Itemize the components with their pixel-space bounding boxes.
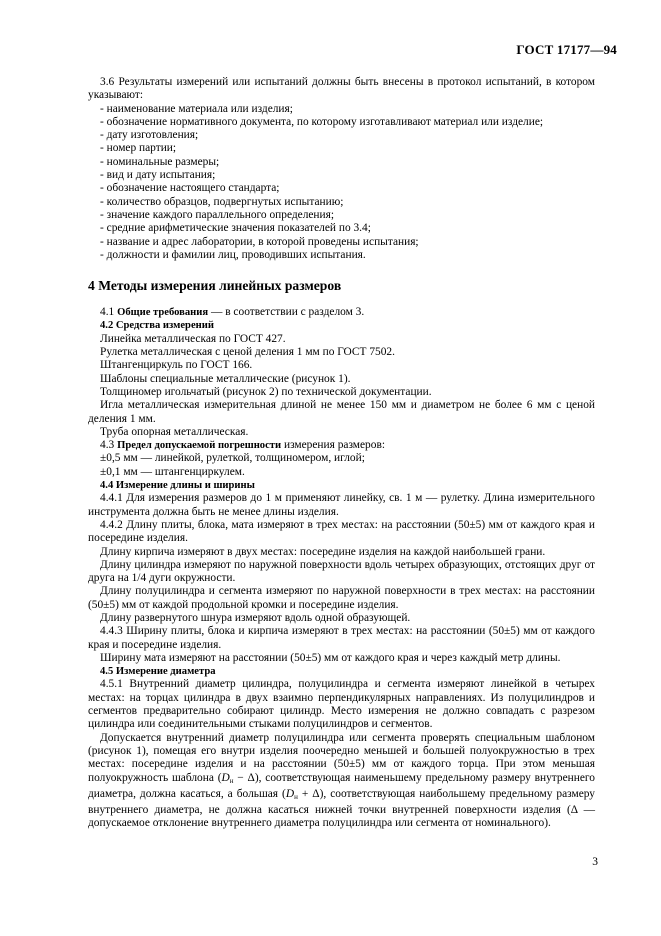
clause-number: 4.1 bbox=[100, 306, 115, 319]
list-item: - наименование материала или изделия; bbox=[100, 102, 293, 115]
list-item: - средние арифметические значения показателей по 3.4; bbox=[100, 222, 371, 235]
page-number: 3 bbox=[592, 856, 598, 868]
list-item: - вид и дату испытания; bbox=[100, 169, 216, 182]
tolerance-item: ±0,1 мм — штангенциркулем. bbox=[100, 465, 245, 478]
document-code: ГОСТ 17177—94 bbox=[516, 42, 617, 57]
clause-4-3 bbox=[88, 439, 595, 452]
list-item: - обозначение нормативного документа, по которому изготавливают материал или изделие; bbox=[100, 115, 544, 128]
list-item: - название и адрес лаборатории, в которой проведены испытания; bbox=[100, 235, 419, 248]
tool-item: Труба опорная металлическая. bbox=[100, 425, 249, 438]
clause-3-6-intro: 3.6 Результаты измерений или испытаний должны быть внесены в протокол испытаний, в котором указывают: bbox=[88, 76, 595, 102]
list-item: - должности и фамилии лиц, проводивших испытания. bbox=[100, 248, 366, 261]
clause-4-4-heading: 4.4 Измерение длины и ширины bbox=[100, 480, 255, 492]
clause-4-4-2: 4.4.2 Длину плиты, блока, мата измеряют в трех местах: на расстоянии (50±5) мм от каждого края и посередине изделия. bbox=[88, 518, 595, 545]
clause-text: — в соответствии с разделом 3. bbox=[208, 306, 365, 319]
symbol-d: D bbox=[221, 771, 230, 784]
tolerance-item: ±0,5 мм — линейкой, рулеткой, толщиномером, иглой; bbox=[100, 452, 365, 465]
list-item: - номинальные размеры; bbox=[100, 155, 220, 168]
clause-number: 4.3 bbox=[100, 439, 115, 452]
tool-item: Толщиномер игольчатый (рисунок 2) по технической документации. bbox=[100, 385, 432, 398]
clause-4-4-1: 4.4.1 Для измерения размеров до 1 м применяют линейку, св. 1 м — рулетку. Длина измерительного инструмента должна быть не менее длины изделия. bbox=[88, 492, 595, 518]
tool-item: Рулетка металлическая с ценой деления 1 мм по ГОСТ 7502. bbox=[100, 346, 395, 359]
clause-heading: Предел допускаемой погрешности bbox=[117, 440, 282, 452]
paragraph: Длину полуцилиндра и сегмента измеряют по наружной поверхности в трех местах: на расстоянии (50±5) мм от каждой продольной кромки и посередине изделия. bbox=[88, 585, 595, 611]
tool-item: Линейка металлическая по ГОСТ 427. bbox=[100, 332, 286, 345]
text-run: + Δ) bbox=[297, 787, 324, 800]
page-content bbox=[88, 76, 595, 831]
clause-4-1 bbox=[88, 306, 595, 319]
tool-item: Шаблоны специальные металлические (рисунок 1). bbox=[100, 372, 351, 385]
text-run: − Δ) bbox=[233, 771, 259, 784]
clause-4-5-1: 4.5.1 Внутренний диаметр цилиндра, полуцилиндра и сегмента измеряют линейкой в четырех местах: на торцах цилиндра в двух взаимно перпендикулярных направлениях. Из полуцилиндров и сегментов предварительно собирают цилиндр. Место измерения не должно совпадать с разрезом цилиндра или соединительными стыками полуцилиндров и сегментов. bbox=[88, 678, 595, 731]
list-item: - обозначение настоящего стандарта; bbox=[100, 182, 280, 195]
tool-item: Игла металлическая измерительная длиной не менее 150 мм и диаметром не более 6 мм с ценой деления 1 мм. bbox=[88, 399, 595, 425]
subscript: н bbox=[294, 792, 298, 801]
paragraph: Длину цилиндра измеряют по наружной поверхности вдоль четырех образующих, отстоящих друг от друга на 1/4 дуги окружности. bbox=[88, 558, 595, 585]
paragraph: Длину развернутого шнура измеряют вдоль одной образующей. bbox=[100, 611, 411, 624]
symbol-d: D bbox=[285, 787, 295, 800]
list-item: - значение каждого параллельного определения; bbox=[100, 208, 335, 221]
clause-4-4-3: 4.4.3 Ширину плиты, блока и кирпича измеряют в трех местах: на расстоянии (50±5) мм от каждого края и посередине изделия. bbox=[88, 625, 595, 651]
paragraph: Ширину мата измеряют на расстоянии (50±5) мм от каждого края и через каждый метр длины. bbox=[100, 651, 561, 664]
protocol-items-list bbox=[88, 103, 595, 263]
subscript: н bbox=[229, 776, 234, 785]
paragraph-template-check bbox=[88, 732, 595, 831]
clause-4-2-heading: 4.2 Средства измерений bbox=[100, 320, 214, 332]
list-item: - номер партии; bbox=[100, 142, 177, 155]
paragraph: Длину кирпича измеряют в двух местах: посередине изделия на каждой наибольшей грани. bbox=[100, 545, 546, 558]
text-run: , соответствующая наименьшему предельному размеру внутреннего диаметра, должна касаться, а большая ( bbox=[88, 771, 595, 800]
section-4-title: 4 Методы измерения линейных размеров bbox=[88, 278, 342, 294]
list-item: - дату изготовления; bbox=[100, 129, 199, 142]
clause-4-5-heading: 4.5 Измерение диаметра bbox=[100, 666, 216, 678]
tool-item: Штангенциркуль по ГОСТ 166. bbox=[100, 359, 253, 372]
text-run: Допускается внутренний диаметр полуцилиндра или сегмента проверять специальным шаблоном (рисунок 1), помещая его внутри изделия поочередно меньшей и большей полуокружностью в трех местах: посередине изделия и на расстоянии (50±5) мм от каждого торца. При этом меньшая полуокружность шаблона ( bbox=[88, 731, 595, 784]
list-item: - количество образцов, подвергнутых испытанию; bbox=[100, 195, 344, 208]
text-run: , соответствующая наибольшему предельному размеру внутреннего диаметра, не должна касаться нижней точки внутренней поверхности изделия (Δ — допускаемое отклонение внутреннего диаметра полуцилиндра или сегмента от номинального). bbox=[88, 787, 595, 830]
clause-text: измерения размеров: bbox=[281, 439, 385, 452]
clause-heading: Общие требования bbox=[117, 307, 209, 319]
